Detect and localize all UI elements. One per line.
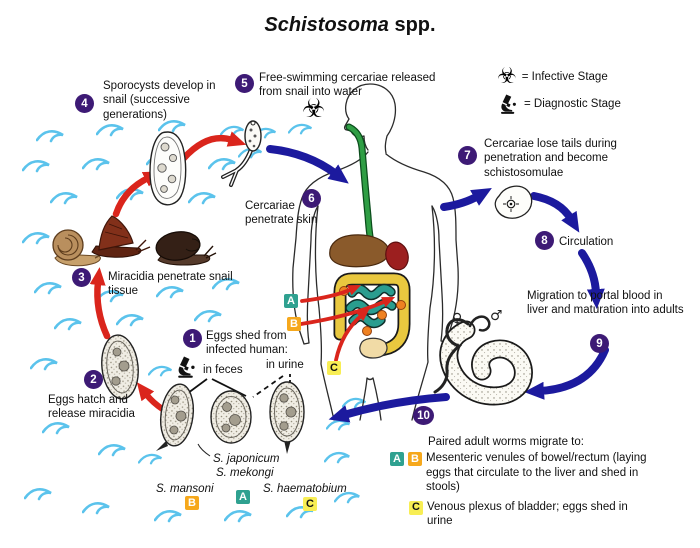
in-feces-label: in feces xyxy=(203,364,243,376)
species-mekongi-label: S. mekongi xyxy=(216,467,274,479)
liver xyxy=(330,235,389,267)
egg-japonicum-icon xyxy=(198,391,251,456)
biohazard-icon: ☣ xyxy=(497,64,517,89)
step-8-marker: 8 xyxy=(535,231,554,250)
legend-diagnostic-label: = Diagnostic Stage xyxy=(524,98,621,110)
step-3-marker: 3 xyxy=(72,268,91,287)
step-9-marker: 9 xyxy=(590,334,609,353)
step-10-block xyxy=(390,435,648,528)
sporocyst-icon xyxy=(150,132,186,205)
species-japonicum-label: S. japonicum xyxy=(213,453,280,465)
schistosomula-icon xyxy=(495,186,531,218)
step-1-label: Eggs shed from infected human: xyxy=(206,330,288,357)
badge-b-organ: B xyxy=(287,317,301,331)
badge-a-eggs: A xyxy=(236,490,250,504)
step-6-label: Cercariae penetrate skin xyxy=(245,200,318,227)
badge-c: C xyxy=(409,501,423,515)
step-8-label: Circulation xyxy=(559,236,614,248)
step-7-label: Cercariae lose tails during penetration and become schistosomulae xyxy=(484,138,617,179)
species-haematobium-label: S. haematobium xyxy=(263,483,347,495)
step-2-marker: 2 xyxy=(84,370,103,389)
legend-infective-label: = Infective Stage xyxy=(521,71,608,83)
step-2-label: Eggs hatch and release miracidia xyxy=(48,394,135,421)
step-10-intro: Paired adult worms migrate to: xyxy=(428,436,584,448)
spleen xyxy=(383,240,411,273)
step-7-marker: 7 xyxy=(458,146,477,165)
step-10-marker: 10 xyxy=(413,406,434,425)
step-10-ab-row xyxy=(390,451,648,494)
badge-c-eggs: C xyxy=(303,497,317,511)
badge-b-eggs: B xyxy=(185,496,199,510)
arrow-cercaria-to-skin xyxy=(270,149,336,174)
step-6-marker: 6 xyxy=(302,189,321,208)
title-genus: Schistosoma xyxy=(264,14,389,36)
arrow-skin-to-schistosomula xyxy=(444,196,478,207)
microscope-icon xyxy=(176,356,198,378)
in-urine-label: in urine xyxy=(266,359,304,371)
badge-a: A xyxy=(390,452,404,466)
biohazard-icon: ☣ xyxy=(302,94,326,124)
blue-cycle-arrows xyxy=(270,149,605,415)
adult-worms-icon xyxy=(435,317,523,396)
step-4-label: Sporocysts develop in snail (successive generations) xyxy=(103,80,216,121)
snail-icon-middle xyxy=(92,216,150,257)
step-5-marker: 5 xyxy=(235,74,254,93)
badge-a-organ: A xyxy=(284,294,298,308)
male-symbol: ♂ xyxy=(490,308,503,324)
arrow-circulation-to-liver xyxy=(582,253,596,293)
species-mansoni-label: S. mansoni xyxy=(156,483,214,495)
hatching-egg-icon xyxy=(99,333,141,400)
step-10-ab-text: Mesenteric venules of bowel/rectum (laying eggs that circulate to the liver and shed in stools) xyxy=(426,452,647,494)
bladder xyxy=(360,338,387,358)
step-4-marker: 4 xyxy=(75,94,94,113)
arrow-sporocyst-to-cercaria xyxy=(184,138,232,158)
step-10-c-text: Venous plexus of bladder; eggs shed in urine xyxy=(427,500,628,527)
badge-c-organ: C xyxy=(327,361,341,375)
arrow-maturation-to-worms xyxy=(540,350,605,391)
egg-haematobium-icon xyxy=(270,382,304,454)
legend-infective-row xyxy=(497,66,608,88)
badge-b: B xyxy=(408,452,422,466)
snail-icon-right xyxy=(154,229,216,265)
page-title xyxy=(0,14,700,37)
step-5-label: Free-swimming cercariae released from snail into water xyxy=(259,72,436,99)
arrow-schistosomula-to-circulation xyxy=(534,196,571,219)
microscope-icon xyxy=(499,94,519,114)
step-9-label: Migration to portal blood in liver and maturation into adults xyxy=(527,290,684,317)
female-symbol: ♀ xyxy=(452,311,463,327)
step-10-c-row xyxy=(409,500,648,529)
title-suffix: spp. xyxy=(388,14,436,36)
step-3-label: Miracidia penetrate snail tissue xyxy=(108,271,233,298)
legend-diagnostic-row xyxy=(499,94,621,114)
arrow-hatch-to-snail xyxy=(97,282,107,336)
step-1-marker: 1 xyxy=(183,329,202,348)
